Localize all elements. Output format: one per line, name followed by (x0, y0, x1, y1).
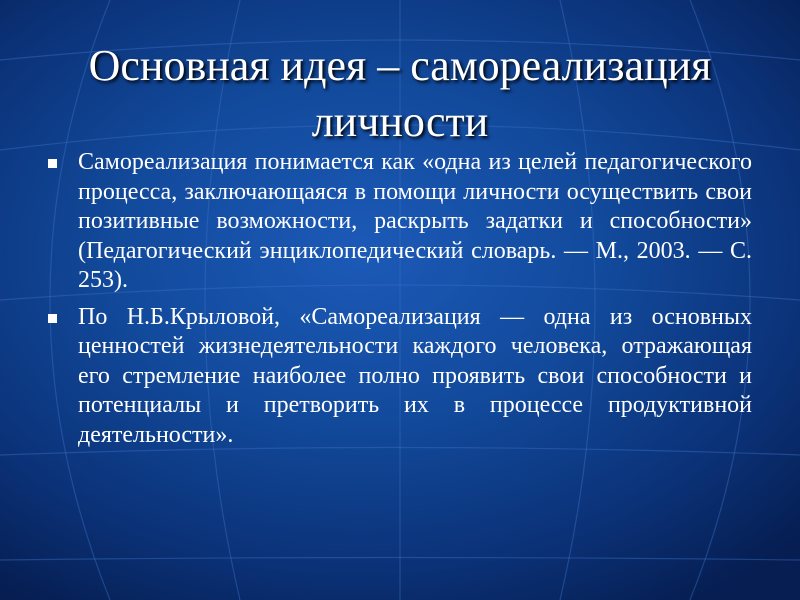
bullet-item (44, 303, 752, 451)
slide-title (0, 38, 800, 150)
bullet-text: Самореализация понимается как «одна из целей педагогического процесса, заключающаяся в помощи личности осуществить свои позитивные возможности, раскрыть задатки и способности» (Педагогический энциклопедический словарь. — М., 2003. — С. 253). (78, 149, 752, 293)
bullet-item (44, 148, 752, 296)
bullet-text: По Н.Б.Крыловой, «Самореализация — одна из основных ценностей жизнедеятельности каждого человека, отражающая его стремление наиболее полно проявить свои способности и потенциалы и претворить их в процессе продуктивной деятельности». (78, 303, 752, 448)
square-bullet-icon (48, 314, 57, 323)
square-bullet-icon (48, 159, 57, 168)
bullet-list (44, 148, 752, 457)
slide-title-line-2: личности (311, 97, 489, 146)
slide-title-line-1: Основная идея – самореализация (88, 41, 712, 90)
